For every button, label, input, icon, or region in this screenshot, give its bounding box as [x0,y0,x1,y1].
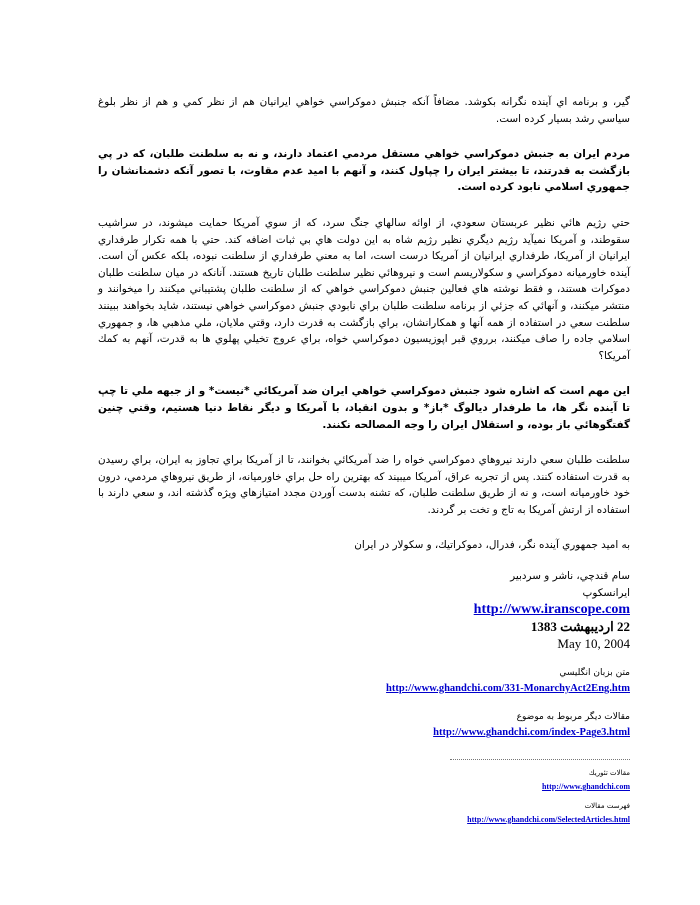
article-index-label: فهرست مقالات [584,801,630,810]
english-version-label: متن بزبان انگليسي [559,667,630,678]
theory-articles-label: مقالات تئوريك [588,769,630,778]
related-articles-label: مقالات ديگر مربوط به موضوع [516,712,630,723]
article-index-link[interactable]: http://www.ghandchi.com/SelectedArticles.html [467,814,630,824]
iranscope-link[interactable]: http://www.iranscope.com [473,602,630,618]
body-paragraph-4: اين مهم است كه اشاره شود جنبش دموكراسي خواهي ايران ضد آمريكائي *نيست* و از جبهه ملي تا چپ تا آينده نگر ها، ما طرفدار ديالوگ *باز* و بدون انقياد، با آمريكا و ديگر نقاط دنيا هستيم، وقتي چنين گفتگوهائي باز بوده، و استقلال ايران را وجه المصالحه نكنند. [98,385,630,431]
english-date: May 10, 2004 [557,635,630,651]
body-paragraph-1: گير، و برنامه اي آينده نگرانه بكوشد. مضافاً آنكه جنبش دموكراسي خواهي ايرانيان هم از نظر كمي و هم از نظر بلوغ سياسي رشد بسيار كرده است. [98,96,630,125]
persian-date: 22 ارديبهشت 1383 [530,618,630,634]
closing-line: به اميد جمهوري آينده نگر، فدرال، دموكراتيك، و سكولار در ايران [354,539,630,552]
english-version-link[interactable]: http://www.ghandchi.com/331-MonarchyAct2Eng.htm [386,682,630,694]
related-articles-link[interactable]: http://www.ghandchi.com/index-Page3.html [433,727,630,739]
footer-divider [450,759,630,760]
organization-name: ايرانسكوپ [582,586,630,599]
author-name: سام قندچي، ناشر و سردبير [510,570,630,583]
body-paragraph-3: حتي رژيم هائي نظير عربستان سعودي، از اوائه سالهاي جنگ سرد، كه از سوي آمريكا حمايت ميشوند، در سراشيب سقوطند، و آمريكا نميآيد رژيم ديگري نظير رژيم شاه به اين دولت هاي بي ثبات اضافه كند. حتي با همه تكرار طرفداري ايرانيان از آمريكا، طرفداري ايرانيان از آمريكا درست است، اما به معني طرفداري از سلطنت نبوده، بلكه عكس آن است. آينده خاورميانه دموكراسي و سكولاريسم است و نيروهائي نظير سلطنت طلبان تاريخ هستند. آنانكه در ميان سلطنت طلبان دموكرات هستند، و فقط نوشته هاي فعالين جنبش دموكراسي خواهي كه از سلطنت طلبان پشتيباني ميكنند را ميخوانند و منتشر ميكنند، و آنهائي كه جزئي از برنامه سلطنت طلبان براي نابودي جنبش دموكراسي خواهي نيستند، شايد بخواهند ببينند سلطنت سعي در استفاده از همه آنها و همكارانشان، براي بازگشت به قدرت دارد، وقتي ملايان، ملي مذهبي ها، و جمهوري اسلامي جاده را صاف ميكنند، برروي قبر اپوزيسيون دموكراسي خواه، براي عروج تخيلي پهلوي ها به قدرت، آنهم به كمك آمريكا؟ [98,216,630,362]
signature-block [98,568,630,652]
theory-articles-link[interactable]: http://www.ghandchi.com [541,782,630,792]
document-page [98,94,630,827]
body-paragraph-2: مردم ايران به جنبش دموكراسي خواهي مستقل مردمي اعتماد دارند، و نه به سلطنت طلبان، كه در پي بازگشت به قدرتند، تا بيشتر ايران را چپاول كنند، و آنهم با اميد عدم مقاوت، با تصور آنكه دشمنانشان را جمهوري اسلامي نابود كرده است. [98,148,630,194]
body-paragraph-5: سلطنت طلبان سعي دارند نيروهاي دموكراسي خواه را ضد آمريكائي بخوانند، تا از آمريكا براي تجاوز به ايران، براي رسيدن به قدرت استفاده كنند. پس از تجربه عراق، آمريكا ميبيند كه بهترين راه حل براي خاورميانه، از طريق نيروهاي مردمي، درون خود خاورميانه است، و نه از طريق سلطنت طلبان، كه تشنه بدست آوردن مجدد امتيازهاي ويژه گذشته اند، و سعي دارند با استفاده از ارتش آمريكا به تاج و تخت بر گردند. [98,454,630,516]
